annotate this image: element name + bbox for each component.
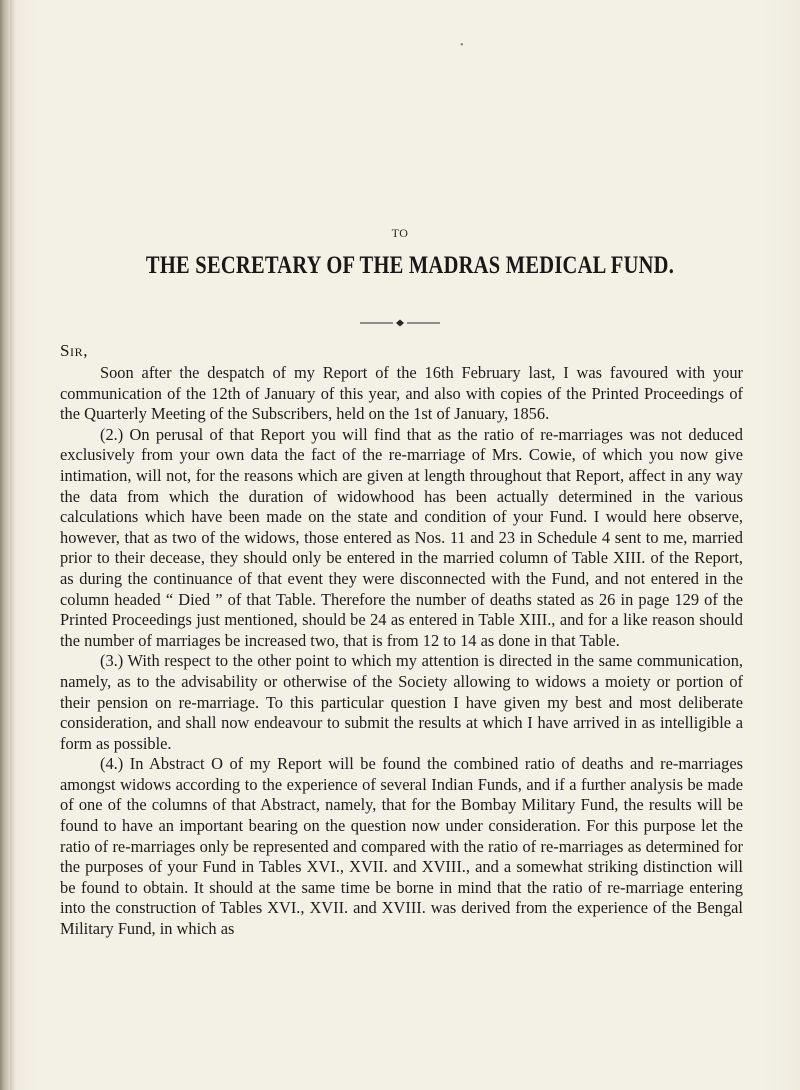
paragraph-2: (2.) On perusal of that Report you will find that as the ratio of re-marriages was not deduced exclusively from your own data the fact of the re-marriage of Mrs. Cowie, of which you now give intimation, will not, for the reasons which are given at length throughout that Report, affect in any way the data from which the duration of widowhood has been actually determined in the various calculations which have been made on the state and condition of your Fund. I would here observe, however, that as two of the widows, those entered as Nos. 11 and 23 in Schedule 4 sent to me, married prior to their decease, they should only be entered in the married column of Table XIII. of the Report, as during the continuance of that event they were disconnected with the Fund, and not entered in the column headed “ Died ” of that Table. Therefore the number of deaths stated as 26 in page 129 of the Printed Proceedings just mentioned, should be 24 as entered in Table XIII., and for a like reason should the number of marriages be increased two, that is from 12 to 14 as done in that Table. [60, 424, 743, 650]
binding-edge [0, 0, 10, 1090]
salutation: Sir, [60, 341, 89, 360]
diamond-rule-ornament [360, 318, 440, 328]
letter-body [60, 363, 743, 940]
print-speck: • [460, 40, 464, 51]
address-to-label: TO [391, 226, 409, 240]
page-heading: THE SECRETARY OF THE MADRAS MEDICAL FUND. [145, 252, 675, 279]
binding-shadow [10, 0, 16, 1090]
paragraph-4: (4.) In Abstract O of my Report will be found the combined ratio of deaths and re-marriages amongst widows according to the experience of several Indian Funds, and if a further analysis be made of one of the columns of that Abstract, namely, that for the Bombay Military Fund, the results will be found to have an important bearing on the question now under consideration. For this purpose let the ratio of re-marriages only be represented and compared with the ratio of re-marriages as determined for the purposes of your Fund in Tables XVI., XVII. and XVIII., and a somewhat striking distinction will be found to obtain. It should at the same time be borne in mind that the ratio of re-marriage entering into the construction of Tables XVI., XVII. and XVIII. was derived from the experience of the Bengal Military Fund, in which as [60, 754, 743, 939]
paragraph-3: (3.) With respect to the other point to which my attention is directed in the same communication, namely, as to the advisability or otherwise of the Society allowing to widows a moiety or portion of their pension on re-marriage. To this particular question I have given my best and most deliberate consideration, and shall now endeavour to submit the results at which I have arrived in as intelligible a form as possible. [60, 651, 743, 753]
paragraph-1: Soon after the despatch of my Report of the 16th February last, I was favoured with your communication of the 12th of January of this year, and also with copies of the Printed Proceedings of the Quarterly Meeting of the Subscribers, held on the 1st of January, 1856. [60, 363, 743, 424]
